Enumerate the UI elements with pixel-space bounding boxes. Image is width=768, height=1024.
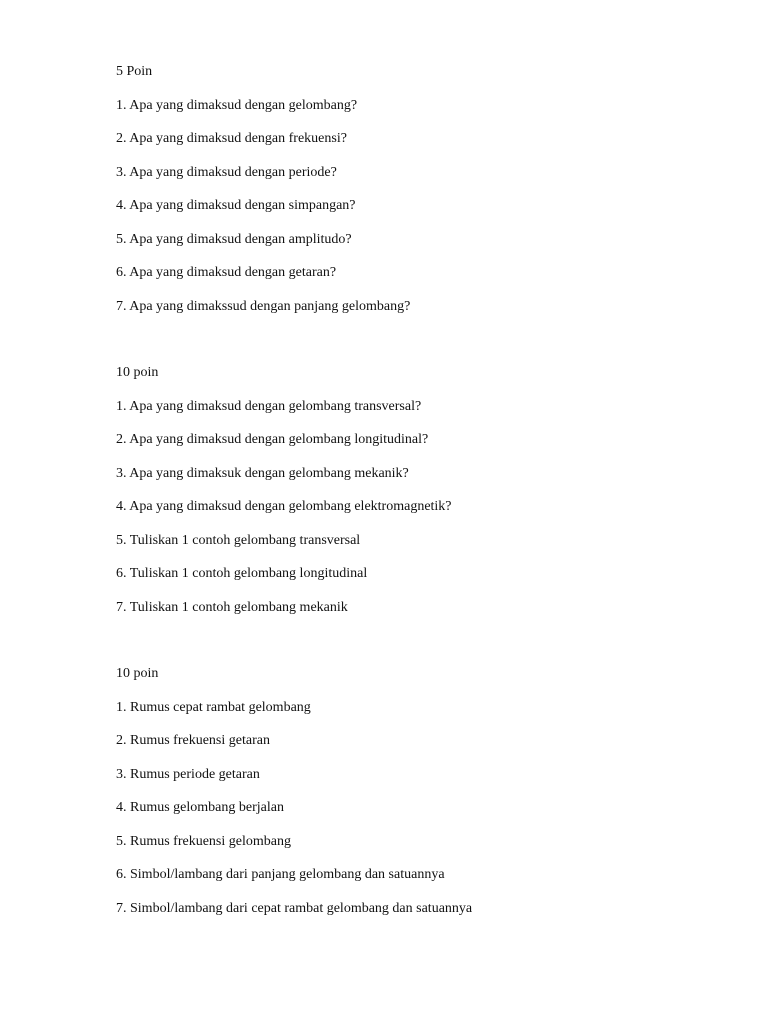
question-item: 5. Rumus frekuensi gelombang [116,833,291,849]
question-item: 2. Apa yang dimaksud dengan gelombang longitudinal? [116,432,429,447]
question-item: 4. Apa yang dimaksud dengan gelombang elektromagnetik? [116,499,452,514]
question-item: 7. Apa yang dimakssud dengan panjang gelombang? [116,298,411,314]
question-item: 6. Tuliskan 1 contoh gelombang longitudinal [116,566,368,581]
question-item: 2. Apa yang dimaksud dengan frekuensi? [116,131,347,146]
question-item: 3. Apa yang dimaksuk dengan gelombang mekanik? [116,465,409,481]
section-heading: 10 poin [116,666,159,681]
question-item: 1. Apa yang dimaksud dengan gelombang? [116,97,358,113]
section-3 [116,664,736,932]
question-item: 3. Apa yang dimaksud dengan periode? [116,164,337,180]
question-item: 1. Rumus cepat rambat gelombang [116,699,311,715]
section-1 [116,62,736,330]
question-item: 5. Tuliskan 1 contoh gelombang transversal [116,532,361,548]
question-item: 1. Apa yang dimaksud dengan gelombang transversal? [116,398,422,414]
question-item: 6. Simbol/lambang dari panjang gelombang dan satuannya [116,867,445,882]
section-heading: 10 poin [116,365,159,380]
document-content [116,62,736,932]
question-item: 4. Apa yang dimaksud dengan simpangan? [116,198,356,213]
question-item: 7. Simbol/lambang dari cepat rambat gelombang dan satuannya [116,900,473,916]
section-heading: 5 Poin [116,64,153,79]
question-item: 5. Apa yang dimaksud dengan amplitudo? [116,231,352,247]
section-2 [116,363,736,631]
question-item: 6. Apa yang dimaksud dengan getaran? [116,265,337,280]
question-item: 7. Tuliskan 1 contoh gelombang mekanik [116,599,348,615]
question-item: 2. Rumus frekuensi getaran [116,733,270,748]
question-item: 3. Rumus periode getaran [116,766,260,782]
question-item: 4. Rumus gelombang berjalan [116,800,284,815]
